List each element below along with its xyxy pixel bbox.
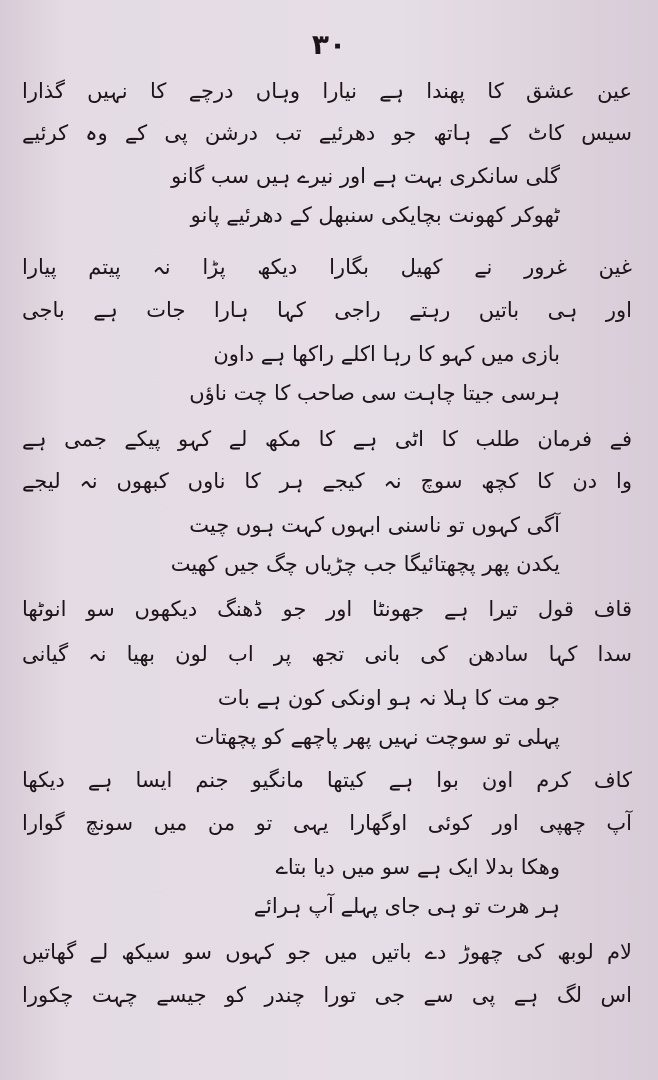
verse-line: عین عشق کا پھندا ہے نیارا وہاں درچے کا نہیں گذارا [22,79,632,103]
verse-line: وا دن کا کچھ سوچ نہ کیجے ہر کا ناوں کبھوں نہ لیجے [22,469,632,493]
verse-line: ٹھوکر کھونت بچایکی سنبھل کے دھرئیے پانو [190,203,560,227]
verse-line: ہر ھرت تو ہی جای پہلے آپ ہرائے [253,894,560,918]
verse-line: جو مت کا ہلا نہ ہو اونکی کون ہے بات [217,686,560,710]
verse-line: آپ چھپی اور کوئی اوگھارا یہی تو من میں سونچ گوارا [22,811,632,835]
verse-line: قاف قول تیرا ہے جھونٹا اور جو ڈھنگ دیکھوں سو انوٹھا [22,597,632,621]
page-number: ۳۰ [311,28,347,61]
verse-line: گلی سانکری بہت ہے اور نیرے ہیں سب گانو [171,164,560,188]
verse-line: لام لوبھ کی چھوڑ دے باتیں میں جو کہوں سو سیکھ لے گھاتیں [22,940,632,964]
verse-line: کاف کرم اون بوا ہے کیتھا مانگیو جنم ایسا ہے دیکھا [22,768,632,792]
verse-line: بازی میں کہو کا رہا اکلے راکھا ہے داون [213,342,560,366]
verse-line: سدا کہا سادھن کی بانی تجھ پر اب لون بھیا نہ گیانی [22,642,632,666]
verse-line: پہلی تو سوچت نہیں پھر پاچھے کو پچھتات [194,725,560,749]
verse-line: سیس کاٹ کے ہاتھ جو دھرئیے تب درشن پی کے وہ کرئیے [22,121,632,145]
verse-line: ہرسی جیتا چاہت سی صاحب کا چت ناؤں [189,381,560,405]
verse-line: وھکا بدلا ایک ہے سو میں دیا بتاے [275,855,560,879]
verse-line: غین غرور نے کھیل بگارا دیکھ پڑا نہ پیتم پیارا [22,255,632,279]
verse-line: فے فرمان طلب کا اٹی ہے کا مکھ لے کہو پیکے جمی ہے [22,427,632,451]
verse-line: یکدن پھر پچھتائیگا جب چڑیاں چگ جیں کھیت [170,552,560,576]
verse-line: اور ہی باتیں رہتے راجی کہا ہارا جات ہے باجی [22,298,632,322]
verse-line: آگی کہوں تو ناسنی ابہوں کہت ہوں چیت [189,513,560,537]
verse-line: اس لگ ہے پی سے جی تورا چندر کو جیسے چہت چکورا [22,983,632,1007]
